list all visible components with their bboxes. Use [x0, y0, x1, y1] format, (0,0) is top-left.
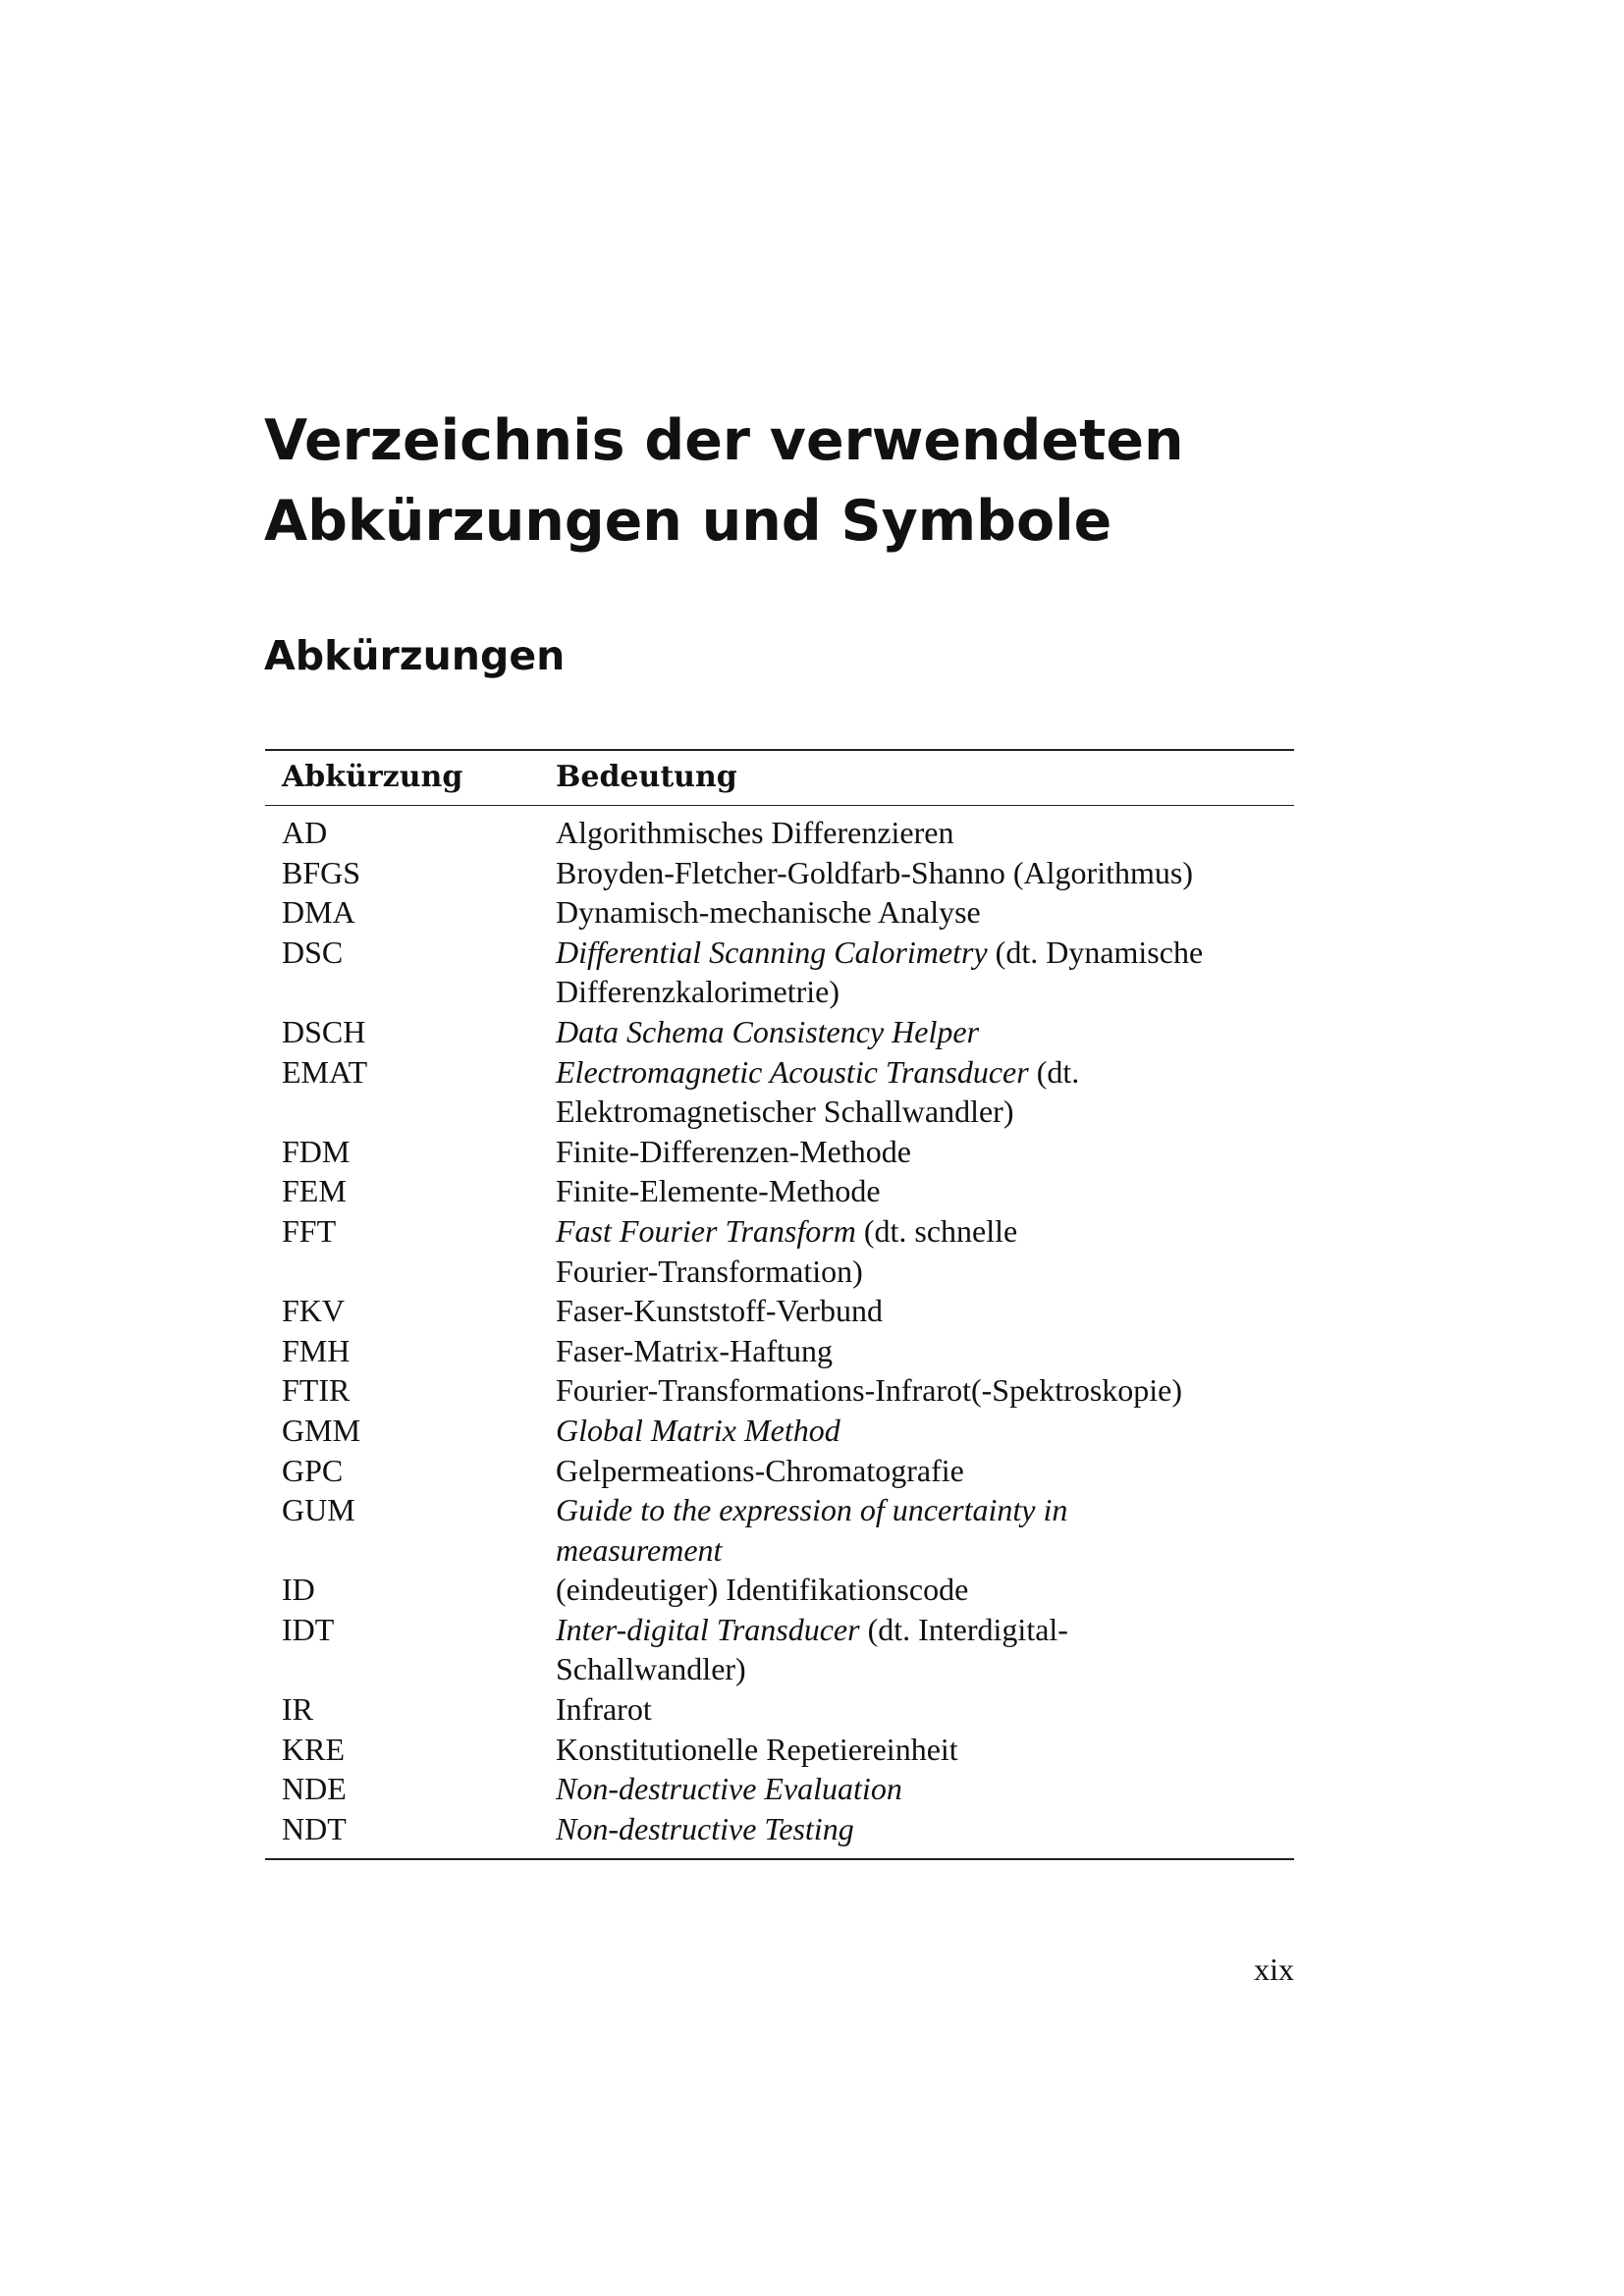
meaning-text: Finite-Differenzen-Methode — [556, 1133, 911, 1169]
meaning-line — [556, 1730, 1294, 1770]
meaning-line — [556, 1370, 1294, 1411]
table-row — [282, 813, 1294, 853]
meaning-line — [556, 1211, 1294, 1252]
meaning-term-italic: Differential Scanning Calorimetry — [556, 934, 988, 970]
meaning-text: Faser-Kunststoff-Verbund — [556, 1293, 883, 1329]
meaning-cell — [556, 1331, 1294, 1371]
table-row — [282, 1211, 1294, 1291]
abbreviation-cell: EMAT — [282, 1053, 368, 1090]
abbreviation-cell: NDE — [282, 1771, 347, 1807]
abbreviation-cell: FFT — [282, 1212, 337, 1249]
table-row — [282, 892, 1294, 933]
meaning-text: Elektromagnetischer Schallwandler) — [556, 1094, 1014, 1130]
column-header-meaning: Bedeutung — [556, 760, 737, 794]
abbreviation-cell: ID — [282, 1572, 315, 1608]
abbreviation-cell: NDT — [282, 1810, 347, 1846]
meaning-line — [556, 1252, 1294, 1292]
meaning-cell — [556, 1052, 1294, 1132]
table-row — [282, 1370, 1294, 1411]
meaning-cell — [556, 1809, 1294, 1849]
meaning-cell — [556, 1171, 1294, 1211]
meaning-cell — [556, 1769, 1294, 1809]
abbreviation-cell: KRE — [282, 1731, 345, 1767]
meaning-line — [556, 813, 1294, 853]
table-row — [282, 1132, 1294, 1172]
abbreviation-cell: DSC — [282, 934, 344, 970]
meaning-line — [556, 1570, 1294, 1610]
table-row — [282, 853, 1294, 893]
meaning-line — [556, 972, 1294, 1012]
meaning-cell — [556, 1132, 1294, 1172]
abbreviation-cell: AD — [282, 815, 328, 850]
meaning-line — [556, 1012, 1294, 1052]
meaning-cell — [556, 1370, 1294, 1411]
meaning-line — [556, 1689, 1294, 1730]
table-row — [282, 1610, 1294, 1689]
meaning-term-italic: measurement — [556, 1531, 723, 1568]
meaning-line — [556, 892, 1294, 933]
meaning-text: (eindeutiger) Identifikationscode — [556, 1572, 969, 1608]
meaning-line — [556, 1052, 1294, 1093]
page-number: xix — [1254, 1951, 1294, 1987]
table-row — [282, 1291, 1294, 1331]
meaning-text: Konstitutionelle Repetiereinheit — [556, 1731, 958, 1767]
chapter-title — [264, 400, 1344, 561]
abbreviation-cell: DMA — [282, 894, 355, 931]
meaning-cell — [556, 1451, 1294, 1491]
meaning-line — [556, 1809, 1294, 1849]
meaning-line — [556, 1490, 1294, 1530]
meaning-cell — [556, 813, 1294, 853]
meaning-line — [556, 1649, 1294, 1689]
meaning-line — [556, 1291, 1294, 1331]
abbreviation-cell: BFGS — [282, 854, 361, 890]
abbreviation-cell: GUM — [282, 1492, 355, 1528]
table-row — [282, 1689, 1294, 1730]
meaning-text: (dt. schnelle — [855, 1212, 1018, 1249]
abbreviation-table-body — [282, 813, 1294, 1848]
abbreviation-cell: FEM — [282, 1173, 347, 1209]
meaning-term-italic: Non-destructive Testing — [556, 1810, 854, 1846]
meaning-text: Infrarot — [556, 1691, 652, 1728]
meaning-line — [556, 1171, 1294, 1211]
meaning-text: (dt. Dynamische — [987, 934, 1204, 970]
meaning-cell — [556, 892, 1294, 933]
abbreviation-cell: GPC — [282, 1452, 344, 1488]
abbreviation-cell: FTIR — [282, 1372, 351, 1409]
meaning-text: (dt. — [1028, 1053, 1080, 1090]
abbreviation-cell: FMH — [282, 1332, 351, 1368]
meaning-cell — [556, 1610, 1294, 1689]
meaning-cell — [556, 1689, 1294, 1730]
meaning-term-italic: Inter-digital Transducer — [556, 1611, 860, 1647]
table-row — [282, 933, 1294, 1012]
meaning-line — [556, 933, 1294, 973]
chapter-title-line-2: Abkürzungen und Symbole — [264, 489, 1112, 554]
table-row — [282, 1490, 1294, 1570]
meaning-line — [556, 853, 1294, 893]
meaning-text: Broyden-Fletcher-Goldfarb-Shanno (Algorithmus) — [556, 854, 1193, 890]
meaning-cell — [556, 1211, 1294, 1291]
meaning-cell — [556, 1490, 1294, 1570]
table-row — [282, 1809, 1294, 1849]
meaning-cell — [556, 853, 1294, 893]
meaning-text: Algorithmisches Differenzieren — [556, 815, 954, 850]
table-row — [282, 1171, 1294, 1211]
table-row — [282, 1012, 1294, 1052]
table-row — [282, 1052, 1294, 1132]
meaning-line — [556, 1132, 1294, 1172]
column-header-abbreviation: Abkürzung — [282, 760, 463, 794]
meaning-cell — [556, 1291, 1294, 1331]
meaning-text: Schallwandler) — [556, 1651, 746, 1687]
meaning-term-italic: Data Schema Consistency Helper — [556, 1013, 980, 1049]
meaning-line — [556, 1411, 1294, 1451]
meaning-cell — [556, 1730, 1294, 1770]
table-header-rule — [265, 805, 1294, 806]
meaning-text: Gelpermeations-Chromatografie — [556, 1452, 964, 1488]
table-row — [282, 1570, 1294, 1610]
abbreviation-cell: FDM — [282, 1133, 351, 1169]
meaning-term-italic: Guide to the expression of uncertainty in — [556, 1492, 1068, 1528]
meaning-term-italic: Electromagnetic Acoustic Transducer — [556, 1053, 1029, 1090]
meaning-line — [556, 1610, 1294, 1650]
meaning-text: Faser-Matrix-Haftung — [556, 1332, 833, 1368]
meaning-text: Fourier-Transformations-Infrarot(-Spektroskopie) — [556, 1372, 1183, 1409]
meaning-line — [556, 1530, 1294, 1571]
meaning-text: Finite-Elemente-Methode — [556, 1173, 881, 1209]
meaning-text: Differenzkalorimetrie) — [556, 974, 840, 1010]
meaning-line — [556, 1451, 1294, 1491]
table-row — [282, 1331, 1294, 1371]
abbreviation-cell: DSCH — [282, 1013, 366, 1049]
meaning-cell — [556, 1012, 1294, 1052]
meaning-cell — [556, 1570, 1294, 1610]
meaning-text: (dt. Interdigital- — [859, 1611, 1068, 1647]
chapter-title-line-1: Verzeichnis der verwendeten — [264, 408, 1184, 473]
table-row — [282, 1411, 1294, 1451]
table-row — [282, 1730, 1294, 1770]
meaning-line — [556, 1092, 1294, 1132]
meaning-cell — [556, 1411, 1294, 1451]
meaning-line — [556, 1769, 1294, 1809]
meaning-term-italic: Non-destructive Evaluation — [556, 1771, 902, 1807]
abbreviation-cell: FKV — [282, 1293, 346, 1329]
meaning-text: Dynamisch-mechanische Analyse — [556, 894, 981, 931]
abbreviation-cell: IR — [282, 1691, 313, 1728]
meaning-text: Fourier-Transformation) — [556, 1253, 863, 1289]
abbreviation-cell: IDT — [282, 1611, 335, 1647]
table-top-rule — [265, 749, 1294, 751]
section-title: Abkürzungen — [264, 632, 566, 679]
meaning-cell — [556, 933, 1294, 1012]
table-row — [282, 1769, 1294, 1809]
abbreviation-cell: GMM — [282, 1412, 361, 1448]
table-bottom-rule — [265, 1858, 1294, 1860]
meaning-term-italic: Fast Fourier Transform — [556, 1212, 856, 1249]
meaning-line — [556, 1331, 1294, 1371]
table-row — [282, 1451, 1294, 1491]
meaning-term-italic: Global Matrix Method — [556, 1412, 840, 1448]
